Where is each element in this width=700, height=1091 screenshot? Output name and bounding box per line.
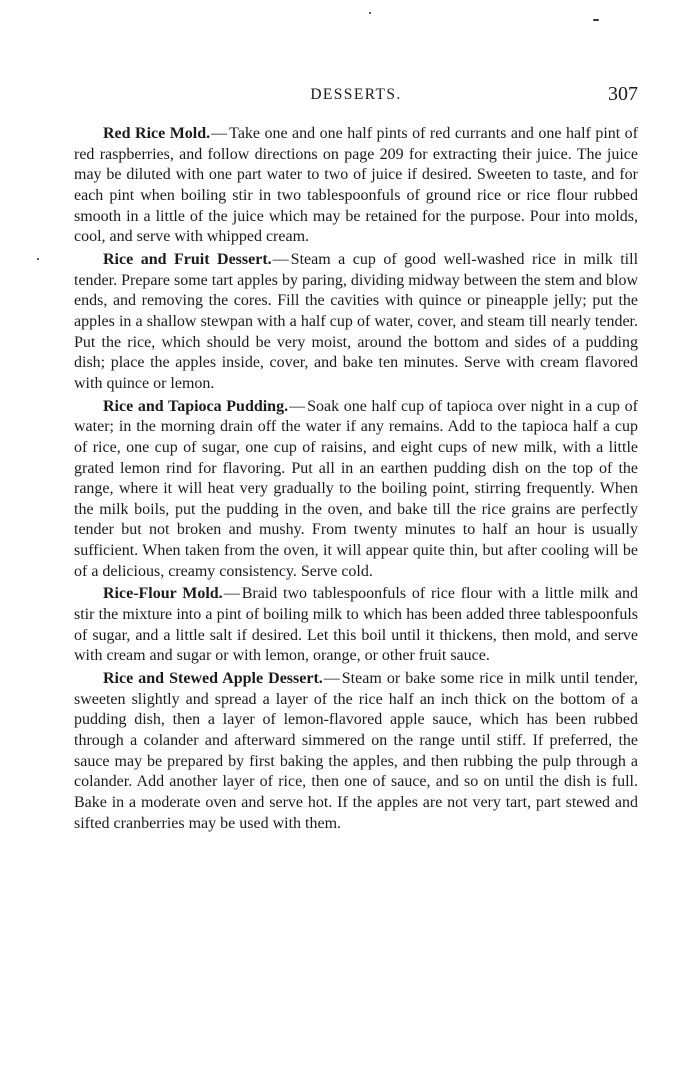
em-dash: —	[211, 125, 228, 142]
page-body	[74, 124, 638, 836]
recipe-text: Take one and one half pints of red currants and one half pint of red raspberries, and follow directions on page 209 for extracting their juice. The juice may be diluted with one part water to two of juice if desired. Sweeten to taste, and for each pint when boiling stir in two tablespoonfuls of ground rice or rice flour rubbed smooth in a little of the juice which may be retained for the purpose. Pour into molds, cool, and serve with whipped cream.	[74, 125, 639, 246]
print-speck	[593, 19, 599, 21]
recipe-paragraph	[74, 397, 638, 583]
em-dash: —	[323, 670, 340, 688]
em-dash: —	[272, 250, 289, 268]
recipe-text: Soak one half cup of tapioca over night in a cup of water; in the morning drain off the water if any remains. Add to the tapioca half a cup of rice, one cup of sugar, one cup of raisins, and eight cups of new milk, with a little grated lemon rind for flavoring. Put all in an earthen pudding dish on the top of the range, where it will heat very gradually to the boiling point, stirring frequently. When the milk boils, put the pudding in the oven, and bake till the rice grains are perfectly tender but not broken and mushy. From twenty minutes to half an hour is usually sufficient. When taken from the oven, it will appear quite thin, but after cooling will be of a delicious, creamy consistency. Serve cold.	[74, 397, 639, 580]
em-dash: —	[289, 397, 306, 415]
recipe-title: Red Rice Mold.	[103, 125, 211, 142]
recipe-text: Braid two tablespoonfuls of rice flour with a little milk and stir the mixture into a pint of boiling milk to which has been added three tablespoonfuls of sugar, and a little salt if desired. Let this boil until it thickens, then mold, and serve with cream and sugar or with lemon, orange, or other fruit sauce.	[74, 585, 639, 665]
recipe-title: Rice and Stewed Apple Dessert.	[103, 670, 323, 688]
print-speck	[37, 258, 39, 260]
print-speck	[369, 12, 371, 14]
recipe-title: Rice-Flour Mold.	[103, 585, 223, 603]
recipe-title: Rice and Tapioca Pudding.	[103, 397, 289, 415]
running-header	[74, 83, 638, 110]
recipe-text: Steam or bake some rice in milk until tender, sweeten slightly and spread a layer of the rice half an inch thick on the bottom of a pudding dish, then a layer of lemon-flavored apple sauce, which has been rubbed through a colander and afterward simmered on the range until stiff. If preferred, the sauce may be prepared by first baking the apples, and then rubbing the pulp through a colander. Add another layer of rice, then one of sauce, and so on until the dish is full. Bake in a moderate oven and serve hot. If the apples are not very tart, part stewed and sifted cranberries may be used with them.	[74, 670, 638, 832]
recipe-paragraph	[74, 669, 638, 834]
recipe-title: Rice and Fruit Dessert.	[103, 250, 272, 268]
recipe-paragraph	[74, 584, 638, 667]
recipe-text: Steam a cup of good well-washed rice in milk till tender. Prepare some tart apples by paring, dividing midway between the stem and blow ends, and removing the cores. Fill the cavities with quince or pineapple jelly; put the apples in a shallow stewpan with a half cup of water, cover, and steam till nearly tender. Put the rice, which should be very moist, around the bottom and sides of a pudding dish; place the apples inside, cover, and bake ten minutes. Serve with cream flavored with quince or lemon.	[74, 250, 639, 392]
running-header-title: DESSERTS.	[310, 86, 402, 103]
recipe-paragraph	[74, 250, 638, 395]
recipe-paragraph	[74, 124, 638, 248]
page-number: 307	[608, 83, 638, 105]
em-dash: —	[223, 585, 240, 603]
